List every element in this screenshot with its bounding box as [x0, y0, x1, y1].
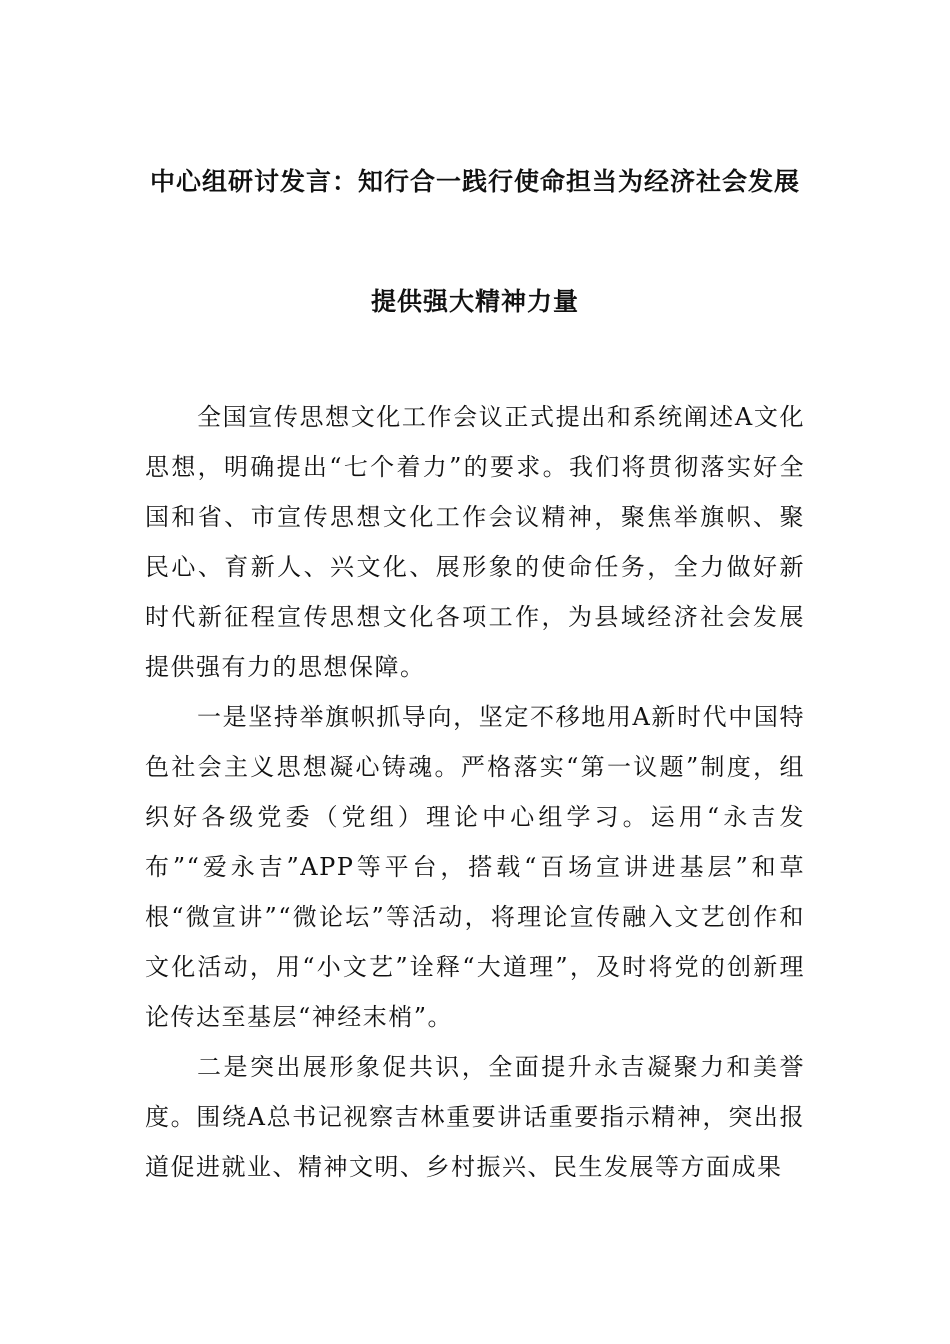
- paragraph-intro: 全国宣传思想文化工作会议正式提出和系统阐述A文化思想，明确提出“七个着力”的要求。我们将贯彻落实好全国和省、市宣传思想文化工作会议精神，聚焦举旗帜、聚民心、育新人、兴文化、展形象的使命任务，全力做好新时代新征程宣传思想文化各项工作，为县域经济社会发展提供强有力的思想保障。: [145, 403, 805, 681]
- paragraph-point-one: 一是坚持举旗帜抓导向，坚定不移地用A新时代中国特色社会主义思想凝心铸魂。严格落实“第一议题”制度，组织好各级党委（党组）理论中心组学习。运用“永吉发布”“爱永吉”APP等平台，搭载“百场宣讲进基层”和草根“微宣讲”“微论坛”等活动，将理论宣传融入文艺创作和文化活动，用“小文艺”诠释“大道理”，及时将党的创新理论传达至基层“神经末梢”。: [145, 703, 805, 1031]
- document-title-line-1: 中心组研讨发言：知行合一践行使命担当为经济社会发展: [149, 167, 800, 196]
- document-body: [145, 392, 805, 1192]
- paragraph-point-two: 二是突出展形象促共识，全面提升永吉凝聚力和美誉度。围绕A总书记视察吉林重要讲话重要指示精神，突出报道促进就业、精神文明、乡村振兴、民生发展等方面成果: [145, 1053, 805, 1181]
- document-title-line-2: 提供强大精神力量: [370, 287, 579, 316]
